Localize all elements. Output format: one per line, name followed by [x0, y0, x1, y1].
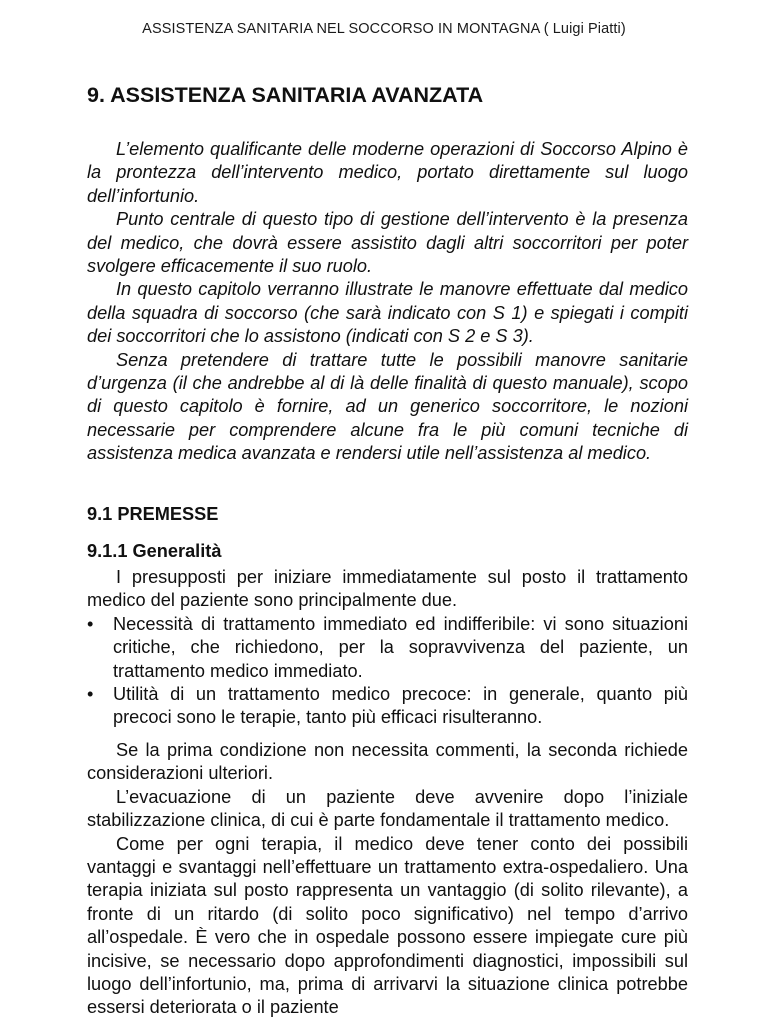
- body-paragraph: Come per ogni terapia, il medico deve tener conto dei possibili vantaggi e svantaggi nell’effettuare un trattamento extra-ospedaliero. Una terapia iniziata sul posto rappresenta un vantaggio (di solito rilevante), a fronte di un ritardo (di solito poco significativo) nel tempo d’arrivo all’ospedale. È vero che in ospedale possono essere impiegate cure più incisive, se necessario dopo approfondimenti diagnostici, impossibili sul luogo dell’infortunio, ma, prima di arrivarvi la situazione clinica potrebbe essersi deteriorata o il paziente: [87, 833, 688, 1018]
- section-body-top: [87, 566, 688, 730]
- bullet-text: Utilità di un trattamento medico precoce: in generale, quanto più precoci sono le terapie, tanto più efficaci risulteranno.: [113, 684, 688, 728]
- chapter-intro: [87, 138, 688, 466]
- body-paragraph: Se la prima condizione non necessita commenti, la seconda richiede considerazioni ulteriori.: [87, 740, 688, 784]
- chapter-title: 9. ASSISTENZA SANITARIA AVANZATA: [87, 83, 484, 107]
- bullet-list: [87, 613, 688, 730]
- section-body-bottom: [87, 739, 688, 1020]
- bullet-item: [87, 613, 688, 683]
- bullet-icon: •: [87, 684, 94, 705]
- section-heading: 9.1 PREMESSE: [87, 504, 219, 524]
- intro-paragraph: L’elemento qualificante delle moderne operazioni di Soccorso Alpino è la prontezza dell’intervento medico, portato direttamente sul luogo dell’infortunio.: [87, 139, 688, 206]
- lead-paragraph: I presupposti per iniziare immediatamente sul posto il trattamento medico del paziente sono principalmente due.: [87, 567, 688, 611]
- subsection-heading: 9.1.1 Generalità: [87, 541, 222, 561]
- bullet-item: [87, 683, 688, 730]
- intro-paragraph: In questo capitolo verranno illustrate le manovre effettuate dal medico della squadra di soccorso (che sarà indicato con S 1) e spiegati i compiti dei soccorritori che lo assistono (indicati con S 2 e S 3).: [87, 279, 688, 347]
- bullet-text: Necessità di trattamento immediato ed indifferibile: vi sono situazioni critiche, che richiedono, per la sopravvivenza del paziente, un trattamento medico immediato.: [113, 613, 688, 681]
- intro-paragraph: Senza pretendere di trattare tutte le possibili manovre sanitarie d’urgenza (il che andrebbe al di là delle finalità di questo manuale), scopo di questo capitolo è fornire, ad un generico soccorritore, le nozioni necessarie per comprendere alcune fra le più comuni tecniche di assistenza medica avanzata e rendersi utile nell’assistenza al medico.: [87, 349, 688, 464]
- intro-paragraph: Punto centrale di questo tipo di gestione dell’intervento è la presenza del medico, che dovrà essere assistito dagli altri soccorritori per poter svolgere efficacemente il suo ruolo.: [87, 209, 688, 277]
- body-paragraph: L’evacuazione di un paziente deve avvenire dopo l’iniziale stabilizzazione clinica, di cui è parte fondamentale il trattamento medico.: [87, 786, 688, 831]
- running-header: ASSISTENZA SANITARIA NEL SOCCORSO IN MONTAGNA ( Luigi Piatti): [142, 21, 626, 37]
- bullet-icon: •: [87, 613, 94, 634]
